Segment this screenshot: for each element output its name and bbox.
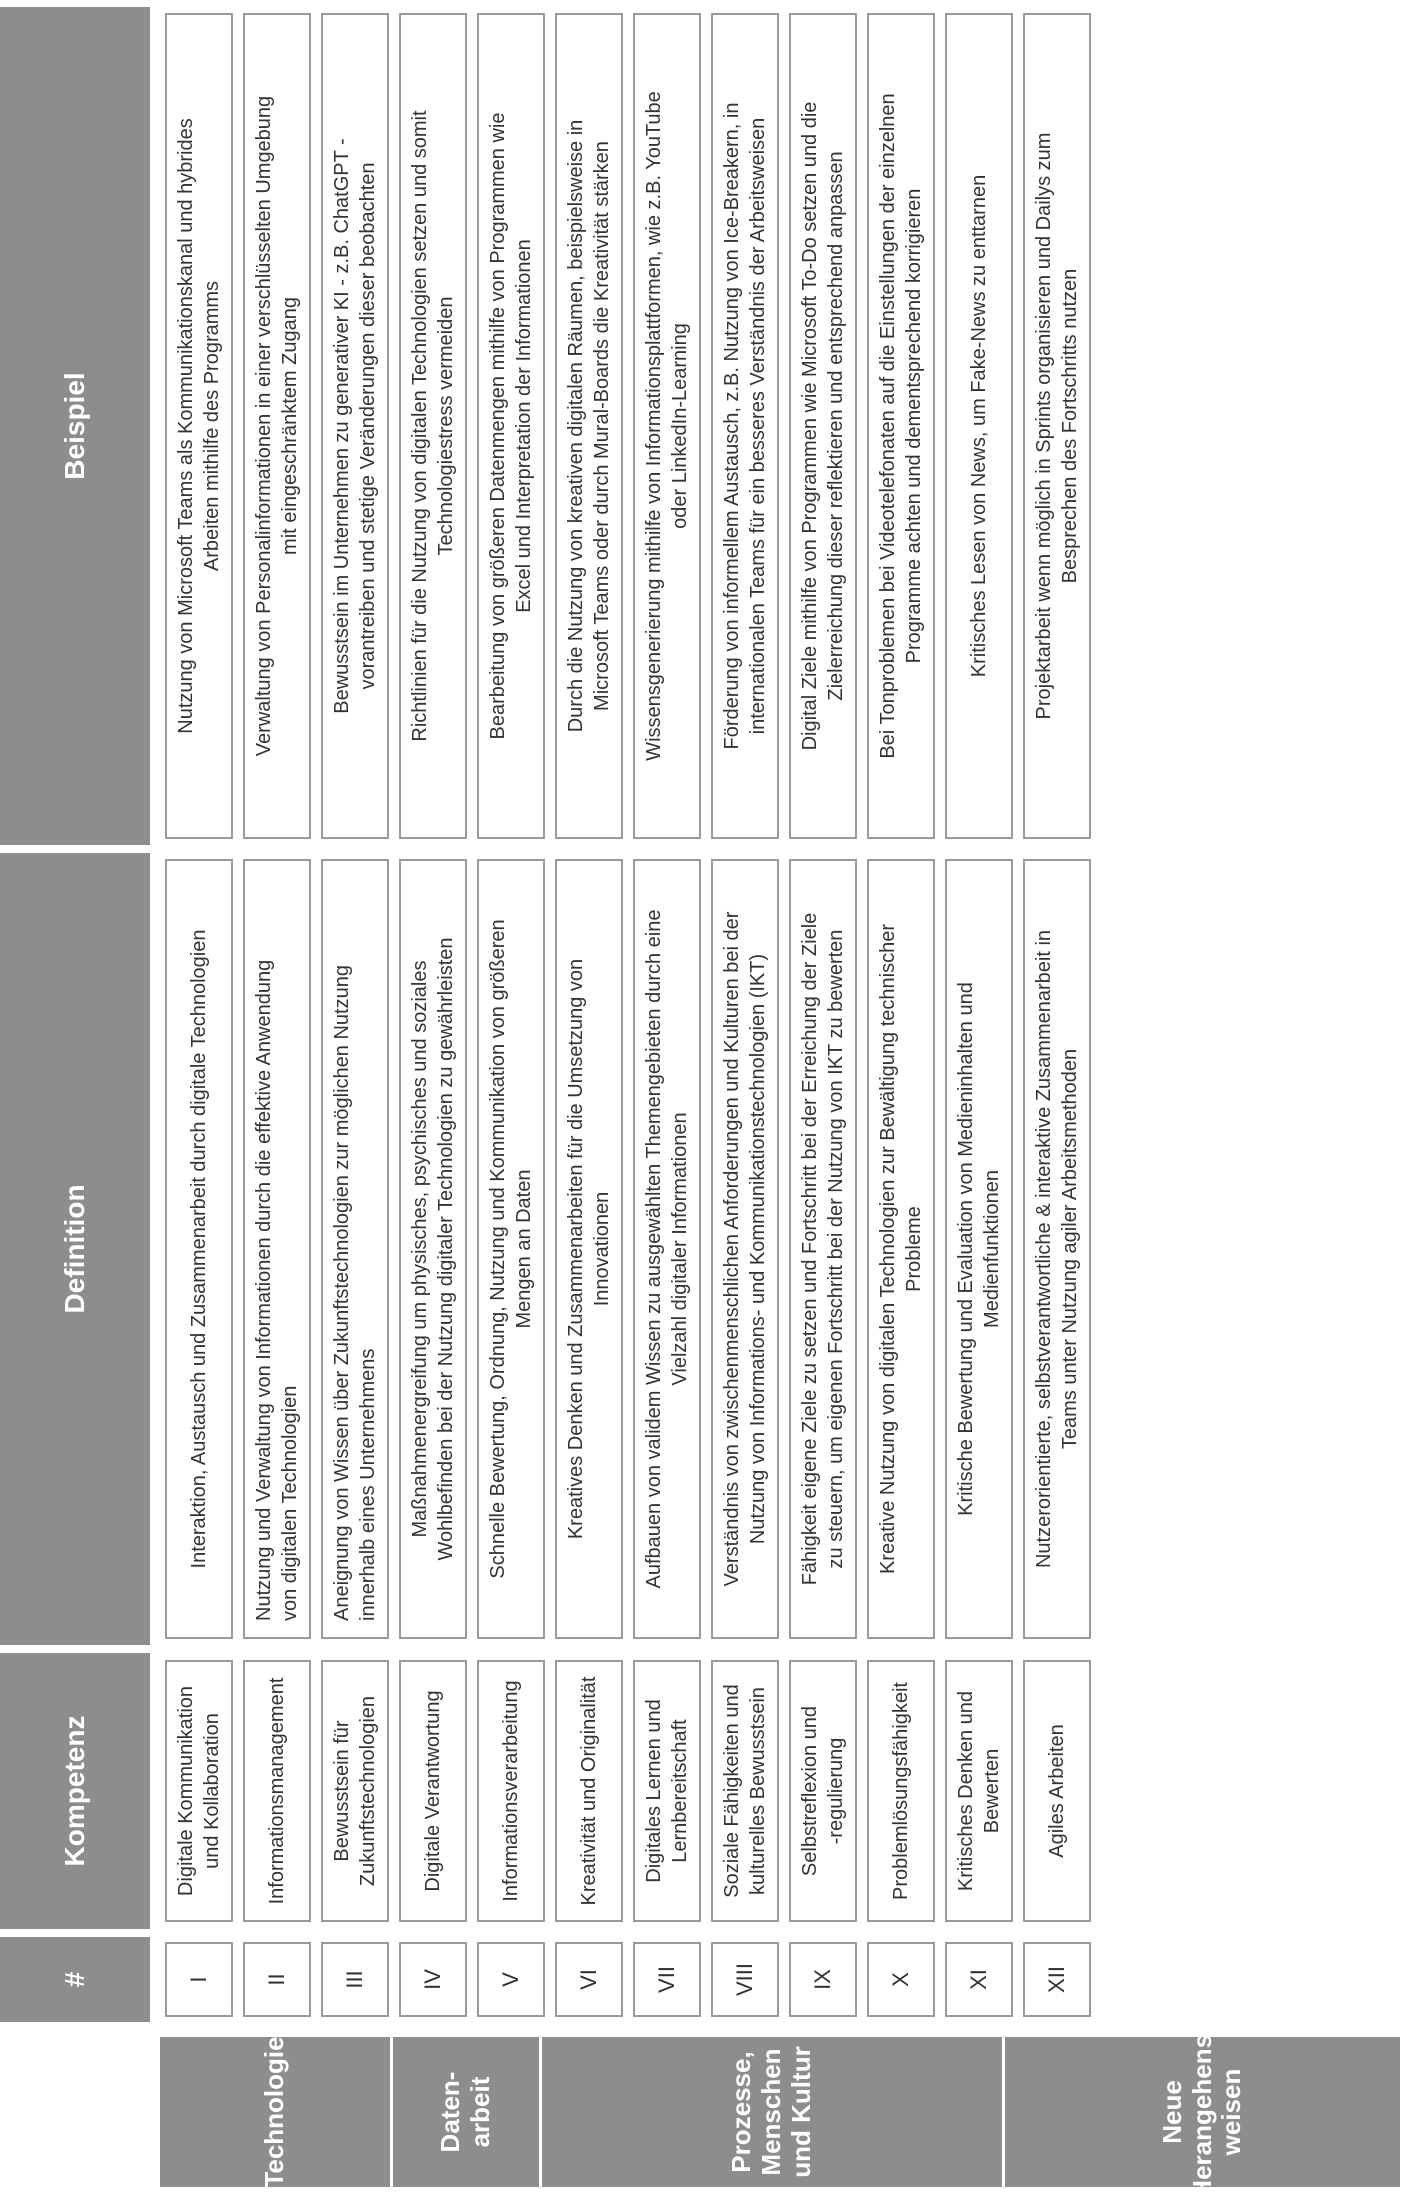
beispiel-cell: Durch die Nutzung von kreativen digitalen Räumen, beispielsweise in Microsoft Teams oder durch Mural-Boards die Kreativität stärken	[555, 13, 623, 839]
definition-cell: Maßnahmenergreifung um physisches, psychisches und soziales Wohlbefinden bei der Nutzung digitaler Technologien zu gewährleisten	[399, 859, 467, 1639]
category-technologie: Technologie	[160, 2037, 390, 2187]
header-kompetenz: Kompetenz	[0, 1653, 150, 1929]
beispiel-cell: Bewusstsein im Unternehmen zu generativer KI - z.B. ChatGPT - vorantreiben und stetige Veränderungen dieser beobachten	[321, 13, 389, 839]
beispiel-cell: Bearbeitung von größeren Datenmengen mithilfe von Programmen wie Excel und Interpretation der Informationen	[477, 13, 545, 839]
category-datenarbeit: Daten- arbeit	[393, 2037, 539, 2187]
definition-cell: Schnelle Bewertung, Ordnung, Nutzung und Kommunikation von größeren Mengen an Daten	[477, 859, 545, 1639]
kompetenz-cell: Kritisches Denken und Bewerten	[945, 1660, 1013, 1922]
beispiel-cell: Nutzung von Microsoft Teams als Kommunikationskanal und hybrides Arbeiten mithilfe des Programms	[165, 13, 233, 839]
kompetenz-cell: Selbstreflexion und -regulierung	[789, 1660, 857, 1922]
definition-cell: Kreatives Denken und Zusammenarbeiten für die Umsetzung von Innovationen	[555, 859, 623, 1639]
definition-cell: Aufbauen von validem Wissen zu ausgewählten Themengebieten durch eine Vielzahl digitaler Informationen	[633, 859, 701, 1639]
definition-cell: Interaktion, Austausch und Zusammenarbeit durch digitale Technologien	[165, 859, 233, 1639]
kompetenz-cell: Digitales Lernen und Lernbereitschaft	[633, 1660, 701, 1922]
category-prozesse-menschen-kultur: Prozesse, Menschen und Kultur	[542, 2037, 1002, 2187]
kompetenz-cell: Informationsverarbeitung	[477, 1660, 545, 1922]
row-number: XI	[945, 1942, 1013, 2017]
row-number: VIII	[711, 1942, 779, 2017]
row-number: II	[243, 1942, 311, 2017]
beispiel-cell: Projektarbeit wenn möglich in Sprints organisieren und Dailys zum Besprechen des Fortschritts nutzen	[1023, 13, 1091, 839]
row-number: VII	[633, 1942, 701, 2017]
beispiel-cell: Verwaltung von Personalinformationen in einer verschlüsselten Umgebung mit eingeschränktem Zugang	[243, 13, 311, 839]
kompetenz-cell: Digitale Kommunikation und Kollaboration	[165, 1660, 233, 1922]
definition-cell: Verständnis von zwischenmenschlichen Anforderungen und Kulturen bei der Nutzung von Informations- und Kommunikationstechnologien (IKT)	[711, 859, 779, 1639]
row-number: IX	[789, 1942, 857, 2017]
beispiel-cell: Förderung von informellem Austausch, z.B. Nutzung von Ice-Breakern, in internationalen Teams für ein besseres Verständnis der Arbeitsweisen	[711, 13, 779, 839]
row-number: V	[477, 1942, 545, 2017]
definition-cell: Aneignung von Wissen über Zukunftstechnologien zur möglichen Nutzung innerhalb eines Unternehmens	[321, 859, 389, 1639]
beispiel-cell: Wissensgenerierung mithilfe von Informationsplattformen, wie z.B. YouTube oder LinkedIn-Learning	[633, 13, 701, 839]
category-neue-herangehensweisen: Neue Herangehens- weisen	[1005, 2037, 1400, 2187]
row-number: XII	[1023, 1942, 1091, 2017]
row-number: III	[321, 1942, 389, 2017]
kompetenz-cell: Agiles Arbeiten	[1023, 1660, 1091, 1922]
kompetenz-cell: Bewusstsein für Zukunftstechnologien	[321, 1660, 389, 1922]
header-definition: Definition	[0, 853, 150, 1645]
beispiel-cell: Kritisches Lesen von News, um Fake-News zu enttarnen	[945, 13, 1013, 839]
definition-cell: Kritische Bewertung und Evaluation von Medieninhalten und Medienfunktionen	[945, 859, 1013, 1639]
row-number: IV	[399, 1942, 467, 2017]
definition-cell: Nutzerorientierte, selbstverantwortliche & interaktive Zusammenarbeit in Teams unter Nutzung agiler Arbeitsmethoden	[1023, 859, 1091, 1639]
row-number: VI	[555, 1942, 623, 2017]
kompetenz-cell: Digitale Verantwortung	[399, 1660, 467, 1922]
kompetenz-cell: Informationsmanagement	[243, 1660, 311, 1922]
kompetenz-cell: Kreativität und Originalität	[555, 1660, 623, 1922]
header-number: #	[0, 1937, 150, 2022]
definition-cell: Fähigkeit eigene Ziele zu setzen und Fortschritt bei der Erreichung der Ziele zu steuern, um eigenen Fortschritt bei der Nutzung von IKT zu bewerten	[789, 859, 857, 1639]
kompetenz-cell: Problemlösungsfähigkeit	[867, 1660, 935, 1922]
definition-cell: Kreative Nutzung von digitalen Technologien zur Bewältigung technischer Probleme	[867, 859, 935, 1639]
beispiel-cell: Digital Ziele mithilfe von Programmen wie Microsoft To-Do setzen und die Zielerreichung dieser reflektieren und entsprechend anpassen	[789, 13, 857, 839]
row-number: X	[867, 1942, 935, 2017]
beispiel-cell: Richtlinien für die Nutzung von digitalen Technologien setzen und somit Technologiestress vermeiden	[399, 13, 467, 839]
definition-cell: Nutzung und Verwaltung von Informationen durch die effektive Anwendung von digitalen Technologien	[243, 859, 311, 1639]
kompetenz-cell: Soziale Fähigkeiten und kulturelles Bewusstsein	[711, 1660, 779, 1922]
header-beispiel: Beispiel	[0, 7, 150, 845]
row-number: I	[165, 1942, 233, 2017]
beispiel-cell: Bei Tonproblemen bei Videotelefonaten auf die Einstellungen der einzelnen Programme achten und dementsprechend korrigieren	[867, 13, 935, 839]
